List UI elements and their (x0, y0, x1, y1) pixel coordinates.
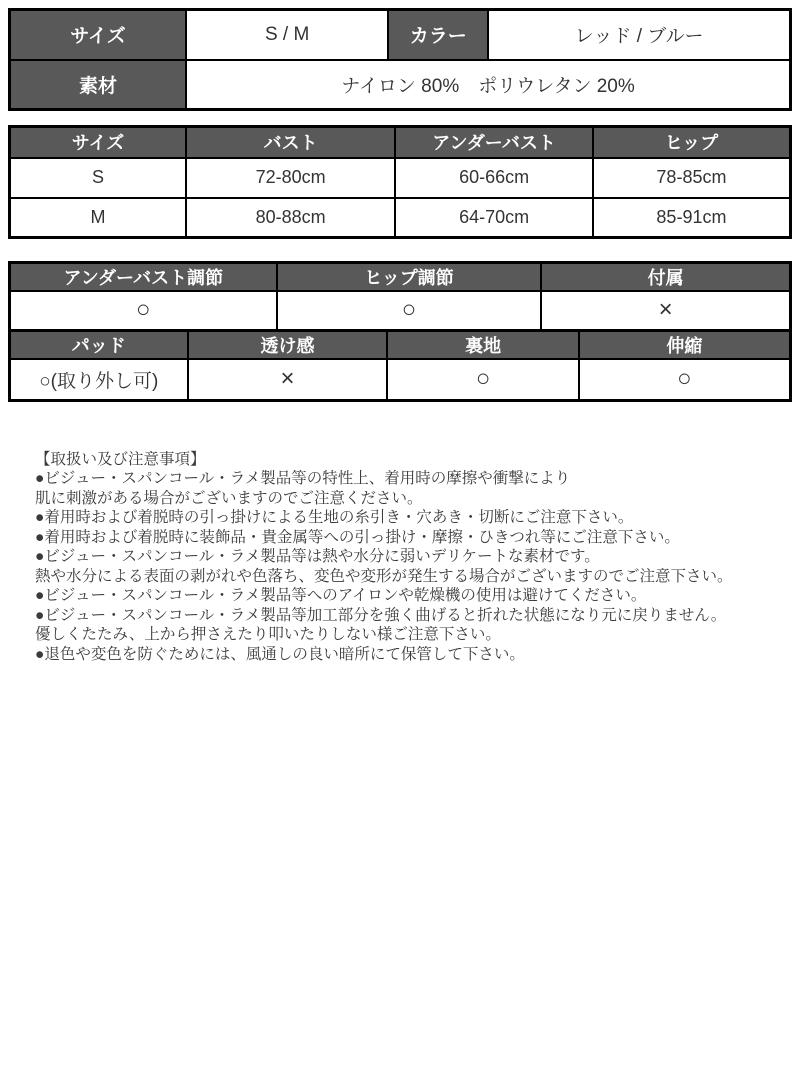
size-chart-cell: 78-85cm (593, 158, 791, 198)
size-chart-row-s (10, 158, 791, 198)
feature-header-hip-adjust: ヒップ調節 (277, 263, 542, 292)
handling-note-line: ●ビジュー・スパンコール・ラメ製品等加工部分を強く曲げると折れた状態になり元に戻りません。 (35, 606, 727, 624)
size-chart-header-size: サイズ (10, 127, 187, 158)
spec-size-header-cell: サイズ (10, 10, 187, 60)
feature-value-pad-removable: ○(取り外し可) (10, 359, 188, 400)
handling-note-line: 肌に刺激がある場合がございますのでご注意ください。 (35, 489, 423, 507)
size-chart-cell: 80-88cm (186, 198, 395, 238)
spec-table (8, 8, 792, 111)
spec-color-header-cell: カラー (388, 10, 488, 60)
feature-header-accessory: 付属 (541, 263, 790, 292)
size-chart-cell: 85-91cm (593, 198, 791, 238)
size-chart-table (8, 125, 792, 239)
size-chart-cell: 60-66cm (395, 158, 593, 198)
size-chart-header-underbust: アンダーバスト (395, 127, 593, 158)
handling-note-line: ●着用時および着脱時に装飾品・貴金属等への引っ掛け・摩擦・ひきつれ等にご注意下さい。 (35, 528, 680, 546)
handling-note-line: ●ビジュー・スパンコール・ラメ製品等は熱や水分に弱いデリケートな素材です。 (35, 548, 600, 565)
size-chart-cell: S (10, 158, 187, 198)
spec-material-header-cell: 素材 (10, 60, 187, 110)
size-chart-row-m (10, 198, 791, 238)
size-chart-header-hip: ヒップ (593, 127, 791, 158)
feature-value-cross-mark: × (188, 359, 388, 400)
size-chart-cell: 72-80cm (186, 158, 395, 198)
features-adjust-table (8, 261, 792, 332)
spec-color-value-cell: レッド / ブルー (488, 10, 790, 60)
feature-value-cross-mark: × (541, 291, 790, 330)
feature-header-lining: 裏地 (387, 330, 578, 359)
feature-value-circle-mark: ○ (10, 291, 277, 330)
spacer (8, 239, 792, 261)
feature-value-circle-mark: ○ (579, 359, 791, 400)
features-pad-table (8, 329, 792, 402)
size-chart-cell: M (10, 198, 187, 238)
feature-header-stretch: 伸縮 (579, 330, 791, 359)
handling-note-line: ●ビジュー・スパンコール・ラメ製品等の特性上、着用時の摩擦や衝撃により (35, 470, 571, 487)
spacer (8, 111, 792, 125)
spec-material-value-cell: ナイロン 80% ポリウレタン 20% (186, 60, 791, 110)
size-chart-cell: 64-70cm (395, 198, 593, 238)
feature-header-underbust-adjust: アンダーバスト調節 (10, 263, 277, 292)
feature-value-circle-mark: ○ (277, 291, 542, 330)
handling-note-line: 優しくたたみ、上から押さえたり叩いたりしない様ご注意下さい。 (35, 626, 501, 643)
feature-value-circle-mark: ○ (387, 359, 578, 400)
feature-header-pad: パッド (10, 330, 188, 359)
spec-size-value-cell: S / M (186, 10, 388, 60)
handling-note-line: ●着用時および着脱時の引っ掛けによる生地の糸引き・穴あき・切断にご注意下さい。 (35, 509, 634, 526)
handling-notes-title: 【取扱い及び注意事項】 (35, 450, 206, 468)
handling-note-line: ●退色や変色を防ぐためには、風通しの良い暗所にて保管して下さい。 (35, 645, 525, 663)
size-chart-header-bust: バスト (186, 127, 395, 158)
feature-header-sheerness: 透け感 (188, 330, 388, 359)
handling-note-line: 熱や水分による表面の剥がれや色落ち、変色や変形が発生する場合がございますのでご注意下さい。 (35, 567, 733, 585)
handling-note-line: ●ビジュー・スパンコール・ラメ製品等へのアイロンや乾燥機の使用は避けてください。 (35, 587, 647, 604)
handling-notes (8, 450, 792, 665)
